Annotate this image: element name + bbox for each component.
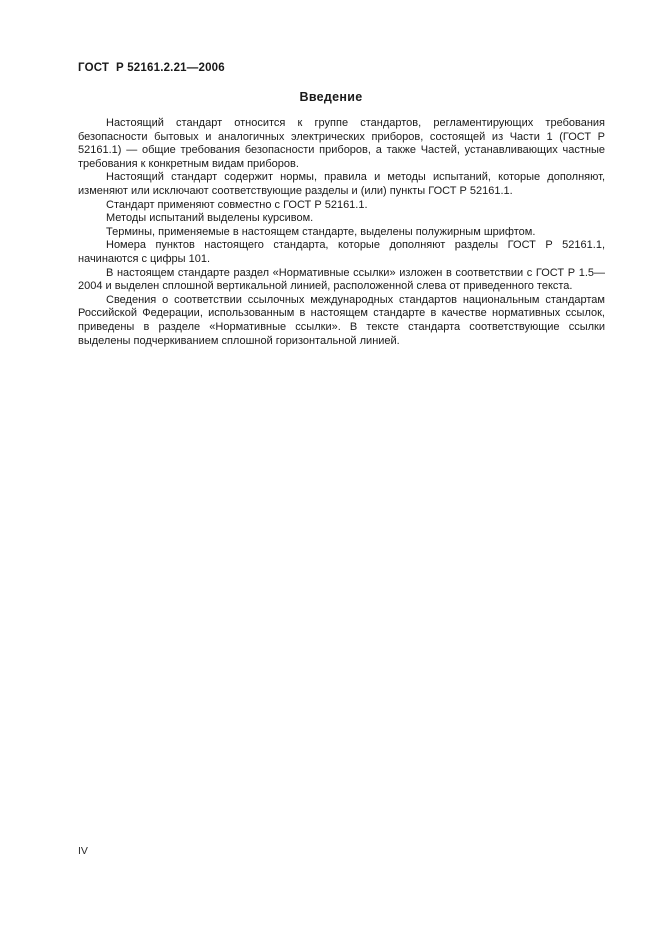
document-code: ГОСТ Р 52161.2.21—2006: [78, 62, 225, 74]
paragraph: Настоящий стандарт содержит нормы, правила и методы испытаний, которые дополняют, изменяют или исключают соответствующие разделы и (или) пункты ГОСТ Р 52161.1.: [78, 171, 605, 197]
paragraph: Настоящий стандарт относится к группе стандартов, регламентирующих требования безопасности бытовых и аналогичных электрических приборов, состоящей из Части 1 (ГОСТ Р 52161.1) — общие требования безопасности приборов, а также Частей, устанавливающих частные требования к конкретным видам приборов.: [78, 117, 605, 170]
paragraph: Сведения о соответствии ссылочных международных стандартов национальным стандартам Российской Федерации, использованным в настоящем стандарте в качестве нормативных ссылок, приведены в разделе «Нормативные ссылки». В тексте стандарта соответствующие ссылки выделены подчеркиванием сплошной горизонтальной линией.: [78, 293, 605, 347]
paragraph: В настоящем стандарте раздел «Нормативные ссылки» изложен в соответствии с ГОСТ Р 1.5—2004 и выделен сплошной вертикальной линией, расположенной слева от приведенного текста.: [78, 266, 605, 293]
paragraph: Стандарт применяют совместно с ГОСТ Р 52161.1.: [106, 198, 368, 211]
paragraph: Номера пунктов настоящего стандарта, которые дополняют разделы ГОСТ Р 52161.1, начинаются с цифры 101.: [78, 239, 605, 265]
paragraph: Методы испытаний выделены курсивом.: [106, 212, 314, 225]
page-number: IV: [78, 845, 88, 857]
paragraph: Термины, применяемые в настоящем стандарте, выделены полужирным шрифтом.: [106, 225, 536, 238]
section-title: Введение: [299, 90, 363, 104]
introduction-text: [78, 117, 605, 348]
